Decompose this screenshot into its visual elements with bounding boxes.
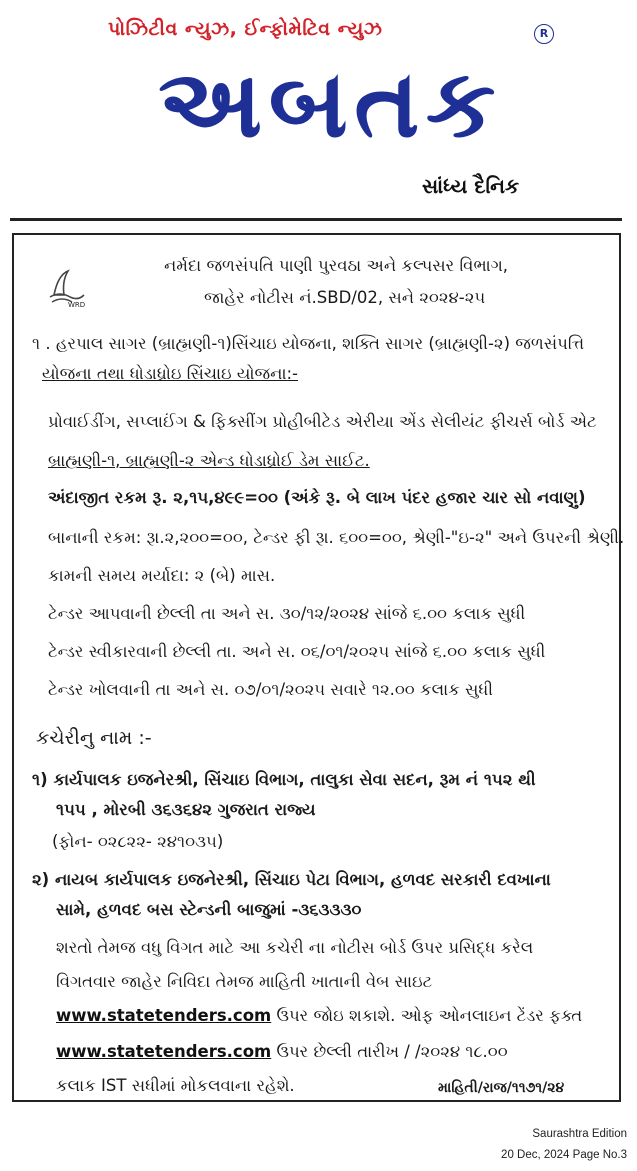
- date-page-label: 20 Dec, 2024 Page No.3: [501, 1149, 627, 1161]
- last-date-receipt: ટેન્ડર સ્વીકારવાની છેલ્લી તા. અને સ. ૦૬/૦૧/૨૦૨૫ સાંજે ૬.૦૦ કલાક સુધી: [48, 642, 546, 661]
- estimated-amount: અંદાજીત રકમ રૂ. ૨,૧૫,૪૯૯=૦૦ (અંકે રૂ. બે લાખ પંદર હજાર ચાર સો નવાણુ): [48, 488, 586, 507]
- work-description-line-2: બ્રાહ્મણી-૧, બ્રાહ્મણી-૨ એન્ડ ધોડાધ્રોઈ ડેમ સાઈટ.: [48, 451, 370, 470]
- newspaper-logo: અબતક: [158, 50, 502, 159]
- earnest-money: બાનાની રકમ: રૂા.૨,૨૦૦=૦૦, ટેન્ડર ફી રૂા. ૬૦૦=૦૦, શ્રેણી-"ઇ-૨" અને ઉપરની શ્રેણી.: [48, 528, 625, 547]
- edition-label: Saurashtra Edition: [532, 1128, 627, 1140]
- statetenders-link-1[interactable]: www.statetenders.com: [56, 1006, 272, 1025]
- item-1-title-line-2: યોજના તથા ધોડાધ્રોઇ સિંચાઇ યોજના:-: [42, 364, 299, 383]
- terms-line-1: શરતો તેમજ વધુ વિગત માટે આ કચેરી ના નોટીસ બોર્ડ ઉપર પ્રસિદ્ધ કરેલ: [56, 938, 534, 957]
- masthead: [12, 0, 626, 226]
- reference-number: માહિતી/રાજ/૧૧૭૧/૨૪: [438, 1080, 565, 1096]
- masthead-subtitle: સાંધ્ય દૈનિક: [422, 174, 520, 198]
- time-limit: કામની સમય મર્યાદા: ૨ (બે) માસ.: [48, 566, 276, 585]
- tagline: પોઝિટીવ ન્યુઝ, ઈન્ફોમેટિવ ન્યુઝ: [108, 18, 383, 40]
- terms-line-4: [56, 1041, 508, 1063]
- statetenders-link-2[interactable]: www.statetenders.com: [56, 1042, 272, 1061]
- terms-line-2: વિગતવાર જાહેર નિવિદા તેમજ માહિતી ખાતાની વેબ સાઇટ: [56, 972, 433, 991]
- terms-line-3: [56, 1005, 582, 1027]
- work-description-line-1: પ્રોવાઈડીંગ, સપ્લાઈંગ & ફિક્સીંગ પ્રોહીબીટેડ એરીયા એંડ સેલીયંટ ફીચર્સ બોર્ડ એટ: [48, 412, 597, 431]
- item-1-title-line-1: ૧ . હરપાલ સાગર (બ્રાહ્મણી-૧)સિંચાઇ યોજના, શક્તિ સાગર (બ્રાહ્મણી-૨) જળસંપત્તિ: [32, 334, 585, 353]
- registered-mark-icon: R: [534, 24, 554, 44]
- masthead-divider: [10, 218, 622, 221]
- office-1-line-1: ૧) કાર્યપાલક ઇજનેરશ્રી, સિંચાઇ વિભાગ, તાલુકા સેવા સદન, રૂમ નં ૧૫૨ થી: [32, 770, 536, 789]
- office-1-phone: (ફોન- ૦૨૮૨૨- ૨૪૧૦૩૫): [52, 832, 224, 851]
- terms-line-5: કલાક IST સધીમાં મોકલવાના રહેશે.: [56, 1076, 295, 1095]
- office-2-line-2: સામે, હળવદ બસ સ્ટેન્ડની બાજુમાં -૩૬૩૩૩૦: [56, 900, 362, 919]
- terms-line-4-rest: ઉપર છેલ્લી તારીખ / /૨૦૨૪ ૧૮.૦૦: [276, 1042, 508, 1061]
- notice-number: જાહેર નોટીસ નં.SBD/02, સને ૨૦૨૪-૨૫: [204, 288, 486, 307]
- office-heading: કચેરીનુ નામ :-: [36, 727, 152, 749]
- svg-text:WRD: WRD: [68, 301, 86, 309]
- department-heading: નર્મદા જળસંપતિ પાણી પુરવઠા અને કલ્પસર વિભાગ,: [164, 256, 508, 275]
- terms-line-3-rest: ઉપર જોઇ શકાશે. ઓફ ઓનલાઇન ટેંડર ફક્ત: [276, 1006, 583, 1025]
- last-date-issue: ટેન્ડર આપવાની છેલ્લી તા અને સ. ૩૦/૧૨/૨૦૨૪ સાંજે ૬.૦૦ કલાક સુધી: [48, 604, 526, 623]
- office-1-line-2: ૧૫૫ , મોરબી ૩૬૩૬૪૨ ગુજરાત રાજ્ય: [56, 800, 316, 819]
- opening-date: ટેન્ડર ખોલવાની તા અને સ. ૦૭/૦૧/૨૦૨૫ સવારે ૧૨.૦૦ કલાક સુધી: [48, 680, 494, 699]
- office-2-line-1: ૨) નાયબ કાર્યપાલક ઇજનેરશ્રી, સિંચાઇ પેટા વિભાગ, હળવદ સરકારી દવખાના: [32, 870, 551, 889]
- tender-notice: [12, 233, 625, 1102]
- wrd-emblem-icon: [44, 265, 88, 309]
